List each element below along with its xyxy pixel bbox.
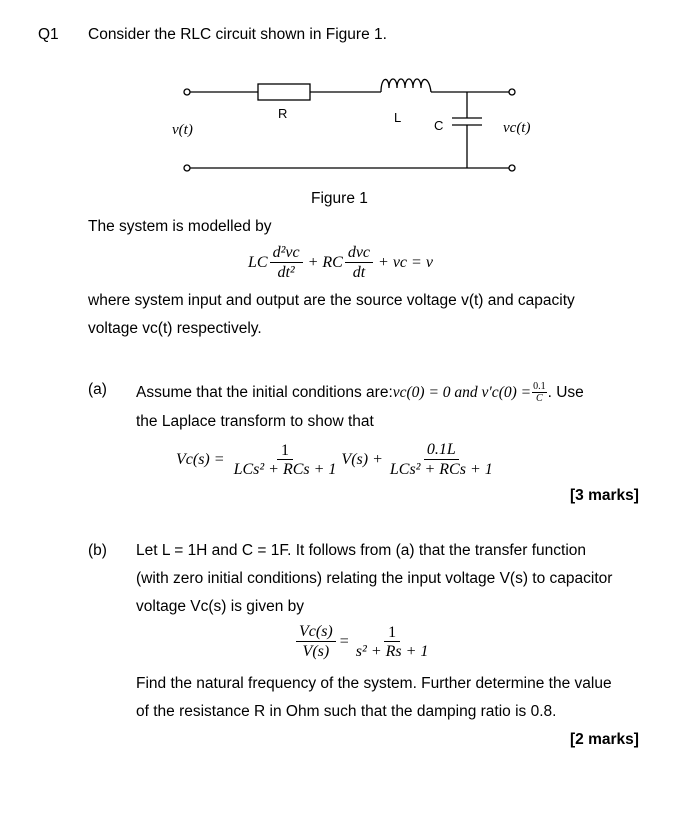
question-number: Q1	[38, 26, 59, 43]
eq-plus-rc: + RC	[307, 253, 343, 271]
part-a-frac-num: 0.1	[533, 381, 546, 392]
differential-equation	[248, 244, 433, 281]
terminal-bottom-right	[509, 165, 515, 171]
eq-dvc: dvc	[345, 244, 373, 263]
part-a-line2: the Laplace transform to show that	[136, 413, 374, 430]
tf-rhs-den: s² + Rs + 1	[355, 642, 429, 660]
part-a-line1-post: . Use	[547, 383, 584, 401]
part-a-label: (a)	[88, 381, 107, 398]
label-capacitor: C	[434, 118, 444, 133]
eq-dt: dt	[352, 264, 366, 281]
inductor	[381, 79, 431, 92]
part-b-line3: voltage Vc(s) is given by	[136, 598, 304, 615]
part-a-eq-mid: V(s) +	[341, 450, 383, 468]
part-b-line1: Let L = 1H and C = 1F. It follows from (a) that the transfer function	[136, 542, 587, 559]
label-inductor: L	[394, 110, 402, 125]
label-resistor: R	[278, 106, 288, 121]
terminal-top-left	[184, 89, 190, 95]
label-capacitor-voltage: vc(t)	[503, 120, 531, 136]
eq-lc: LC	[248, 253, 268, 271]
model-desc-line1: where system input and output are the source voltage v(t) and capacity	[88, 292, 575, 309]
eq-rhs: + vc = v	[378, 253, 433, 271]
part-a-frac-den: C	[536, 393, 543, 404]
part-a-line1-pre: Assume that the initial conditions are:	[136, 383, 393, 401]
tf-lhs-den: V(s)	[302, 643, 330, 660]
figure-caption: Figure 1	[311, 190, 368, 207]
part-b-line2: (with zero initial conditions) relating the input voltage V(s) to capacitor	[136, 570, 613, 587]
part-a-marks: [3 marks]	[570, 487, 639, 504]
part-a-eq-frac1-den: LCs² + RCs + 1	[233, 460, 337, 478]
part-a-eq-frac1-num: 1	[277, 442, 293, 460]
part-a-eq-frac2-den: LCs² + RCs + 1	[389, 461, 493, 478]
model-desc-line2: voltage vc(t) respectively.	[88, 320, 262, 337]
tf-equals: =	[339, 632, 349, 650]
part-a-eq-frac2-num: 0.1L	[424, 441, 459, 460]
terminal-top-right	[509, 89, 515, 95]
part-b-line5: of the resistance R in Ohm such that the damping ratio is 0.8.	[136, 703, 557, 720]
part-a-eq-lhs: Vc(s) =	[176, 450, 225, 468]
part-a-equation	[176, 441, 498, 478]
tf-rhs-num: 1	[384, 624, 400, 642]
label-source-voltage: v(t)	[172, 122, 193, 138]
model-intro: The system is modelled by	[88, 218, 272, 235]
terminal-bottom-left	[184, 165, 190, 171]
part-a-line1	[136, 381, 584, 404]
eq-dt2: dt²	[277, 264, 295, 281]
resistor	[258, 84, 310, 100]
part-a-initial-conditions: vc(0) = 0 and v′c(0) =	[392, 383, 532, 401]
part-b-line4: Find the natural frequency of the system. Further determine the value	[136, 675, 612, 692]
eq-d2vc: d²vc	[270, 244, 303, 263]
transfer-function-equation	[294, 623, 433, 660]
part-b-marks: [2 marks]	[570, 731, 639, 748]
tf-lhs-num: Vc(s)	[296, 623, 336, 642]
part-b-label: (b)	[88, 542, 107, 559]
question-intro: Consider the RLC circuit shown in Figure 1.	[88, 26, 387, 43]
